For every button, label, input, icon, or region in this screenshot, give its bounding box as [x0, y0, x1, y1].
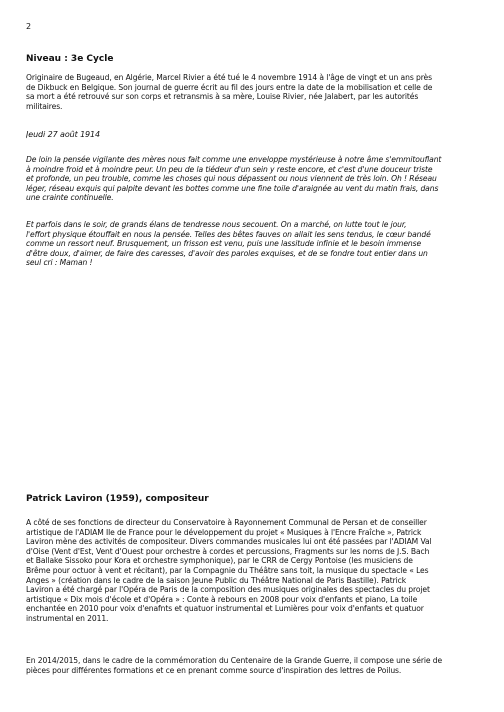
bio-paragraph — [26, 73, 490, 111]
text-line: seul cri : Maman ! — [26, 258, 93, 268]
text-line: sa mort a été retrouvé sur son corps et retransmis à sa mère, Louise Rivier, née Jalabert, par les autorités — [26, 92, 419, 102]
text-line: A côté de ses fonctions de directeur du Conservatoire à Rayonnement Communal de Persan et de conseiller — [26, 518, 427, 527]
text-line: Et parfois dans le soir, de grands élans de tendresse nous secouent. On a marché, on lutte tout le jour, — [26, 220, 407, 229]
text-line: Brême pour octuor à vent et récitant), par la Compagnie du Théâtre sans toit, la musique du spectacle « Les — [26, 565, 429, 575]
text-line: Laviron mène des activités de compositeur. Divers commandes musicales lui ont été passées par l'ADIAM Val — [26, 537, 432, 547]
text-line: d'être doux, d'aimer, de faire des caresses, d'avoir des paroles exquises, et de se fondre tout entier dans un — [26, 248, 428, 258]
composer-paragraph-1 — [26, 518, 490, 624]
text-line: De loin la pensée vigilante des mères nous fait comme une enveloppe mystérieuse à notre âme s'emmitouflant — [26, 155, 442, 164]
composer-paragraph-2 — [26, 656, 490, 675]
level-heading: Niveau : 3e Cycle — [26, 54, 114, 64]
text-line: artistique de l'ADIAM Ile de France pour le développement du projet « Musiques à l'Encre Fraîche », Patrick — [26, 527, 422, 537]
text-line: Anges » (création dans le cadre de la saison Jeune Public du Théâtre National de Paris Bastille). Patrick — [26, 575, 407, 585]
journal-date: Jeudi 27 août 1914 — [26, 130, 101, 139]
journal-paragraph-1 — [26, 155, 490, 203]
text-line: comme un ressort neuf. Brusquement, un frisson est venu, puis une lassitude infinie et le besoin immense — [26, 239, 422, 249]
text-line: Originaire de Bugeaud, en Algérie, Marcel Rivier a été tué le 4 novembre 1914 à l'âge de vingt et un ans près — [26, 73, 432, 82]
text-line: d'Oise (Vent d'Est, Vent d'Ouest pour orchestre à cordes et percussions, Fragments sur les noms de J.S. Bach — [26, 546, 430, 556]
text-line: instrumental en 2011. — [26, 613, 109, 623]
text-line: pièces pour différentes formations et ce en prenant comme source d'inspiration des lettres de Poilus. — [26, 665, 402, 675]
text-line: à moindre froid et à moindre peur. Un peu de la tiédeur d'un sein y reste encore, et c'est d'une douceur triste — [26, 164, 433, 174]
text-line: l'effort physique étouffait en nous la pensée. Telles des bêtes fauves on allait les sens tendus, le cœur bandé — [26, 229, 431, 239]
text-line: artistique « Dix mois d'école et d'Opéra » : Conte à rebours en 2008 pour voix d'enfants et piano, La toile — [26, 594, 418, 604]
journal-paragraph-2 — [26, 220, 490, 268]
text-line: Laviron a été chargé par l'Opéra de Paris de la composition des musiques originales des spectacles du projet — [26, 585, 430, 595]
text-line: En 2014/2015, dans le cadre de la commémoration du Centenaire de la Grande Guerre, il compose une série de — [26, 656, 443, 665]
text-line: léger, réseau exquis qui palpite devant les bottes comme une fine toile d'araignée au vent du matin frais, dans — [26, 183, 439, 193]
text-line: enchantée en 2010 pour voix d'enafnts et quatuor instrumental et Lumières pour voix d'enfants et quatuor — [26, 604, 424, 614]
text-line: une crainte continuelle. — [26, 193, 114, 203]
text-line: et profonde, un peu trouble, comme les choses qui nous dépassent ou nous viennent de très loin. Oh ! Réseau — [26, 174, 437, 184]
composer-heading: Patrick Laviron (1959), compositeur — [26, 494, 209, 504]
text-line: de Dikbuck en Belgique. Son journal de guerre écrit au fil des jours entre la date de la mobilisation et celle de — [26, 82, 433, 92]
page-number: 2 — [26, 22, 32, 31]
text-line: et Ballake Sissoko pour Kora et orchestre symphonique), par le CRR de Cergy Pontoise (les musiciens de — [26, 556, 413, 566]
text-line: militaires. — [26, 101, 63, 111]
